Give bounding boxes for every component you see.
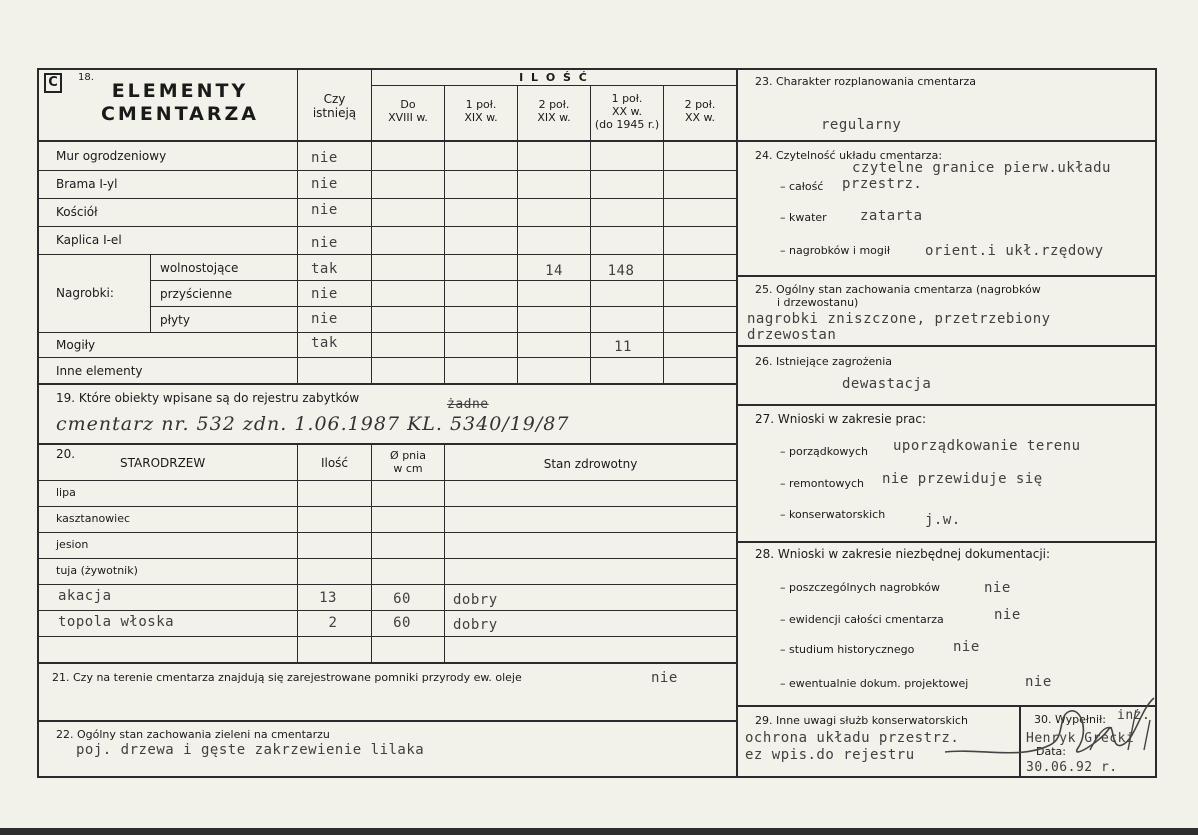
s22-value: poj. drzewa i gęste zakrzewienie lilaka [76,742,425,758]
ilosc-header: I L O Ś Ć [519,71,589,84]
tree-row-name: kasztanowiec [56,512,131,525]
s28-r1-label: – poszczególnych nagrobków [780,581,940,594]
czy-value-wolnostojace: tak [311,261,338,277]
s28-r3-label: – studium historycznego [780,643,915,656]
czy-value-kaplica: nie [311,235,338,251]
s25-label: 25. Ogólny stan zachowania cmentarza (nagrobków i drzewostanu) [755,283,1041,309]
tree-row-name: akacja [58,588,112,604]
period-header: Do XVIII w. [388,98,428,124]
signature-scribble [940,690,1165,776]
s28-label: 28. Wnioski w zakresie niezbędnej dokumentacji: [755,547,1051,561]
s21-value: nie [651,670,678,686]
row-label-brama: Brama I-yl [56,177,118,191]
s27-porz-value: uporządkowanie terenu [893,438,1081,454]
tree-row-name: lipa [56,486,76,499]
s28-r1-value: nie [984,580,1011,596]
s20-title: STARODRZEW [120,456,206,470]
s30-date: 30.06.92 r. [1026,760,1118,775]
s27-porz-label: – porządkowych [780,445,868,458]
tree-row-ilosc: 13 [319,590,337,606]
s20-col-ilosc: Ilość [320,456,349,470]
tree-row-name: tuja (żywotnik) [56,564,138,577]
s24-top-value: czytelne granice pierw.układu [852,160,1111,176]
count-1pol-xx: 148 [607,263,635,279]
s24-label: 24. Czytelność układu cmentarza: [755,149,943,162]
s27-rem-label: – remontowych [780,477,865,490]
row-label-kosciol: Kościół [56,205,98,219]
s25-value: nagrobki zniszczone, przetrzebiony drzewostan [747,311,1051,343]
s20-number: 20. [56,447,76,461]
s20-col-stan: Stan zdrowotny [543,457,638,471]
s27-rem-value: nie przewiduje się [882,471,1043,487]
czy-value-plyty: nie [311,311,338,327]
s30-data-label: Data: [1036,745,1066,758]
s24-kwater-label: – kwater [780,211,827,224]
tree-row-stan: dobry [453,592,498,608]
s29-value: ochrona układu przestrz. ez wpis.do rejestru [745,730,960,763]
s28-r3-value: nie [953,639,980,655]
czy-value-przyscienne: nie [311,286,338,302]
row-label-mogily: Mogiły [56,338,96,352]
tree-row-pien: 60 [393,615,411,631]
s22-label: 22. Ogólny stan zachowania zieleni na cmentarzu [56,728,330,741]
period-header: 2 poł. XX w. [684,98,716,124]
s27-label: 27. Wnioski w zakresie prac: [755,412,927,426]
nagrobki-label: Nagrobki: [56,286,114,300]
s24-nagrobkow-label: – nagrobków i mogił [780,244,891,257]
s27-kons-value: j.w. [925,512,961,528]
section-number: 18. [78,72,94,83]
czy-value-kosciol: nie [311,202,338,218]
s21-label: 21. Czy na terenie cmentarza znajdują się zarejestrowane pomniki przyrody ew. oleje [52,671,522,684]
section-c-box: C [44,73,62,93]
row-label-przyscienne: przyścienne [160,287,233,301]
form-title: ELEMENTY CMENTARZA [100,80,260,125]
s28-r4-label: – ewentualnie dokum. projektowej [780,677,969,690]
s26-value: dewastacja [842,376,932,392]
period-header: 1 poł. XIX w. [464,98,498,124]
s19-label: 19. Które obiekty wpisane są do rejestru zabytków [56,391,360,405]
tree-row-name: jesion [56,538,89,551]
s23-value: regularny [821,117,902,133]
count-mogily-1pol-xx: 11 [614,339,632,355]
s29-label: 29. Inne uwagi służb konserwatorskich [755,714,968,727]
s28-r2-label: – ewidencji całości cmentarza [780,613,944,626]
s23-label: 23. Charakter rozplanowania cmentarza [755,75,976,88]
s24-calosc-label: – całość [780,180,824,193]
row-label-mur: Mur ogrodzeniowy [56,149,167,163]
s27-kons-label: – konserwatorskich [780,508,886,521]
row-label-plyty: płyty [160,313,190,327]
s24-calosc-value: przestrz. [842,176,923,192]
period-header: 1 poł. XX w. (do 1945 r.) [594,92,660,131]
s28-r2-value: nie [994,607,1021,623]
s26-label: 26. Istniejące zagrożenia [755,355,893,368]
row-label-wolnostojace: wolnostojące [160,261,239,275]
s24-nagrobkow-value: orient.i ukł.rzędowy [925,243,1104,259]
tree-row-name: topola włoska [58,614,175,630]
period-header: 2 poł. XIX w. [537,98,571,124]
s30-name-prefix: inż. [1117,708,1151,723]
tree-row-ilosc: 2 [328,615,338,631]
s28-r4-value: nie [1025,674,1052,690]
s30-name: Henryk Grecki [1026,731,1135,746]
scan-edge [0,828,1198,835]
s19-handwritten-entry: cmentarz nr. 532 zdn. 1.06.1987 KL. 5340/19/87 [56,413,570,435]
row-label-inne: Inne elementy [56,364,143,378]
row-label-kaplica: Kaplica I-el [56,233,122,247]
czy-value-mogily: tak [311,335,338,351]
s30-label: 30. Wypełnił: [1034,713,1106,726]
s24-kwater-value: zatarta [860,208,923,224]
czy-value-mur: nie [311,150,338,166]
count-2pol-xix: 14 [545,263,563,279]
tree-row-stan: dobry [453,617,498,633]
s20-col-pien: Ø pnia w cm [390,449,426,475]
tree-row-pien: 60 [393,591,411,607]
s19-struck-value: żadne [447,397,489,412]
czy-istnieja-header: Czy istnieją [312,92,357,120]
czy-value-brama: nie [311,176,338,192]
